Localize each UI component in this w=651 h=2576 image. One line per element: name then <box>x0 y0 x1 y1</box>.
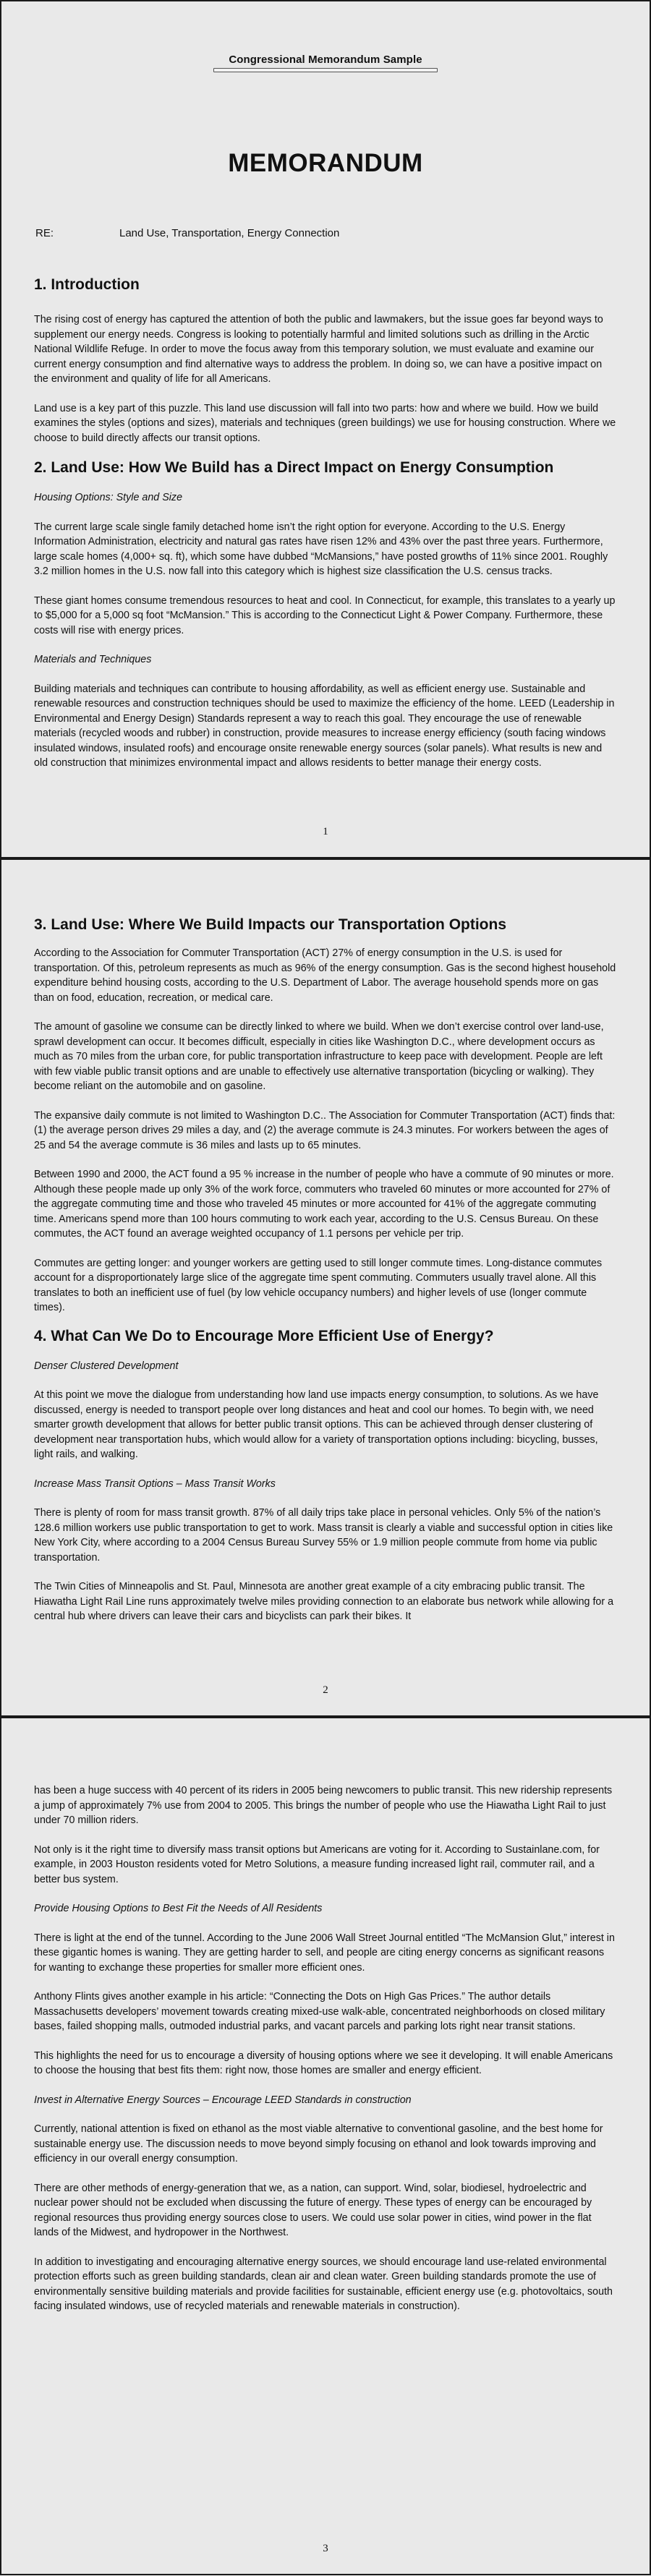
paragraph: The rising cost of energy has captured the attention of both the public and lawmakers, but the issue goes far beyond ways to supplement our energy needs. Congress is looking to potentially harmful and limited solutions such as drilling in the Arctic National Wildlife Refuge. In order to move the focus away from this temporary solution, we must evaluate and examine our current energy consumption and find alternative ways to address the problem. In doing so, we can have a positive impact on the environment and quality of life for all Americans. <box>34 314 603 385</box>
paragraph: Not only is it the right time to diversify mass transit options but Americans are voting for it. According to Sustainlane.com, for example, in 2003 Houston residents voted for Metro Solutions, a measure funding increased light rail, commuter rail, and a better bus system. <box>34 1843 600 1885</box>
title-underline-bar <box>213 68 438 72</box>
page-3-content <box>34 1783 617 2314</box>
page-1 <box>0 0 651 858</box>
subheading: Denser Clustered Development <box>34 1360 179 1372</box>
subheading: Materials and Techniques <box>34 654 152 665</box>
document-header-title: Congressional Memorandum Sample <box>1 54 650 72</box>
re-value: Land Use, Transportation, Energy Connection <box>119 227 340 239</box>
page-3 <box>0 1717 651 2575</box>
paragraph: Land use is a key part of this puzzle. This land use discussion will fall into two parts: how and where we build. How we build examines the styles (options and sizes), materials and techniques (green buildings) we use for housing construction. Where we choose to build directly affects our transit options. <box>34 402 616 444</box>
subheading: Invest in Alternative Energy Sources – Encourage LEED Standards in construction <box>34 2094 412 2106</box>
section-heading: 2. Land Use: How We Build has a Direct Impact on Energy Consumption <box>34 459 554 476</box>
paragraph: There are other methods of energy-generation that we, as a nation, can support. Wind, solar, biodiesel, hydroelectric and nuclear power should not be excluded when discussing the future of energy. These types of energy can be encouraged by regional resources thus providing energy sources close to users. We could use solar power in cities, wind power in the flat lands of the Midwest, and hydropower in the Northwest. <box>34 2182 592 2238</box>
paragraph: The Twin Cities of Minneapolis and St. Paul, Minnesota are another great example of a city embracing public transit. The Hiawatha Light Rail Line runs approximately twelve miles providing connection to an elaborate bus network while allowing for a central hub where drivers can leave their cars and bicyclists can park their bikes. It <box>34 1581 614 1622</box>
paragraph: Anthony Flints gives another example in his article: “Connecting the Dots on High Gas Prices.” The author details Massachusetts developers’ movement towards creating mixed-use walk-able, concentrated neighborhoods on closed military bases, failed shopping malls, outmoded industrial parks, and vacant parcels and parking lots right near transit stations. <box>34 1991 605 2032</box>
paragraph: Currently, national attention is fixed on ethanol as the most viable alternative to conventional gasoline, and the best home for sustainable energy use. The discussion needs to move beyond simply focusing on ethanol and look towards improving and efficiency in our overall energy consumption. <box>34 2123 603 2165</box>
paragraph: In addition to investigating and encouraging alternative energy sources, we should encourage land use-related environmental protection efforts such as green building standards, clean air and clean water. Green building standards promote the use of environmentally sensitive building materials and provide facilities for sustainable, efficient energy use (e.g. photovoltaics, south facing insulated windows, use of recycled materials and renewable materials in construction). <box>34 2256 613 2312</box>
subheading: Provide Housing Options to Best Fit the Needs of All Residents <box>34 1903 323 1914</box>
paragraph: These giant homes consume tremendous resources to heat and cool. In Connecticut, for example, this translates to a yearly up to $5,000 for a 5,000 sq foot “McMansion.” This is according to the Connecticut Light & Power Company. Furthermore, these costs will rise with energy prices. <box>34 594 616 636</box>
paragraph: The current large scale single family detached home isn’t the right option for everyone. According to the U.S. Energy Information Administration, electricity and natural gas rates have risen 12% and 43% over the past three years. Furthermore, large scale homes (4,000+ sq. ft), which some have dubbed “McMansions,” have posted growths of 11% since 2001. Roughly 3.2 million homes in the U.S. now fall into this category which is highest size classification the U.S. census tracks. <box>34 521 608 577</box>
subheading: Housing Options: Style and Size <box>34 492 183 503</box>
paragraph: has been a huge success with 40 percent of its riders in 2005 being newcomers to public transit. This new ridership represents a jump of approximately 7% use from 2004 to 2005. This brings the number of people who use the Hiawatha Light Rail to just under 70 million riders. <box>34 1785 613 1826</box>
page-2-content <box>34 916 617 1624</box>
paragraph: The expansive daily commute is not limited to Washington D.C.. The Association for Commuter Transportation (ACT) finds that: (1) the average person drives 29 miles a day, and (2) the average commute is 24.3 minutes. For workers between the ages of 25 and 54 the average commute is 36 miles and lasts up to 65 minutes. <box>34 1109 616 1151</box>
paragraph: Building materials and techniques can contribute to housing affordability, as well as efficient energy use. Sustainable and renewable resources and construction techniques should be used to maximize the efficiency of the home. LEED (Leadership in Environmental and Energy Design) Standards represent a way to reach this goal. They encourage the use of renewable materials (recycled woods and rubber) in construction, provide measures to increase energy efficiency (south facing windows insulated windows, insulated roofs) and encourage onsite renewable energy sources (solar panels). What results is new and old construction that minimizes environmental impact and allows residents to better manage their energy costs. <box>34 683 615 769</box>
section-introduction <box>34 276 617 771</box>
section-heading: 3. Land Use: Where We Build Impacts our Transportation Options <box>34 916 507 933</box>
paragraph: At this point we move the dialogue from understanding how land use impacts energy consumption, to solutions. As we have discussed, energy is needed to transport people over long distances and heat and cool our homes. To begin with, we need smarter growth development that allows for better public transit options. This can be achieved through denser clustering of development near transportation hubs, which would allow for a variety of transportation options including: bicycling, busses, light rails, and walking. <box>34 1389 599 1460</box>
paragraph: The amount of gasoline we consume can be directly linked to where we build. When we don’t exercise control over land-use, sprawl development can occur. It becomes difficult, especially in cities like Washington D.C., where development occurs as much as 70 miles from the urban core, for public transportation infrastructure to keep pace with development. People are left with few viable public transit options and are unable to effectively use alternative transportation (bicycling or walking). They become reliant on the automobile and on gasoline. <box>34 1021 604 1092</box>
paragraph: Commutes are getting longer: and younger workers are getting used to still longer commute times. Long-distance commutes account for a disproportionately large slice of the aggregate time spent commuting. Commuters usually travel alone. All this translates to both an inefficient use of fuel (by low vehicle occupancy numbers) and higher levels of use (longer commute times). <box>34 1257 603 1313</box>
paragraph: Between 1990 and 2000, the ACT found a 95 % increase in the number of people who have a commute of 90 minutes or more. Although these people made up only 3% of the work force, commuters who traveled 60 minutes or more accounted for 27% of the aggregate commuting time and those who traveled 45 minutes or more accounted for 41% of the aggregate commuting time. Americans spend more than 100 hours commuting to work each year, according to the U.S. Census Bureau. On these commutes, the ACT found an average weighted occupancy of 1.1 persons per vehicle per trip. <box>34 1169 614 1240</box>
re-label: RE: <box>35 227 54 239</box>
memorandum-heading: MEMORANDUM <box>228 149 423 177</box>
subheading: Increase Mass Transit Options – Mass Transit Works <box>34 1477 276 1490</box>
paragraph: There is plenty of room for mass transit growth. 87% of all daily trips take place in personal vehicles. Only 5% of the nation’s 128.6 million workers use public transportation to get to work. Mass transit is clearly a viable and successful option in cities like New York City, where according to a 2004 Census Bureau Survey 55% or 1.9 million people commute from home via public transportation. <box>34 1507 613 1564</box>
paragraph: There is light at the end of the tunnel. According to the June 2006 Wall Street Journal entitled “The McMansion Glut,” interest in these gigantic homes is waning. They are getting harder to sell, and people are citing energy concerns as significant reasons for wanting to exchange these properties for smaller more efficient ones. <box>34 1932 615 1974</box>
page-2 <box>0 858 651 1717</box>
re-line <box>35 227 339 239</box>
section-heading: 4. What Can We Do to Encourage More Efficient Use of Energy? <box>34 1327 494 1344</box>
section-heading: 1. Introduction <box>34 276 140 293</box>
page-number: 1 <box>323 826 328 837</box>
paragraph: According to the Association for Commuter Transportation (ACT) 27% of energy consumption in the U.S. is used for transportation. Of this, petroleum represents as much as 96% of the energy consumption. Gas is the second highest household expenditure behind housing costs, according to the U.S. Department of Labor. The average household spends more on gas than on food, education, recreation, or medical care. <box>34 947 616 1004</box>
page-number: 3 <box>323 2543 328 2554</box>
paragraph: This highlights the need for us to encourage a diversity of housing options where we see it developing. It will enable Americans to choose the housing that best fits them: right now, those homes are smaller and energy efficient. <box>34 2050 613 2076</box>
page-number: 2 <box>323 1684 328 1696</box>
